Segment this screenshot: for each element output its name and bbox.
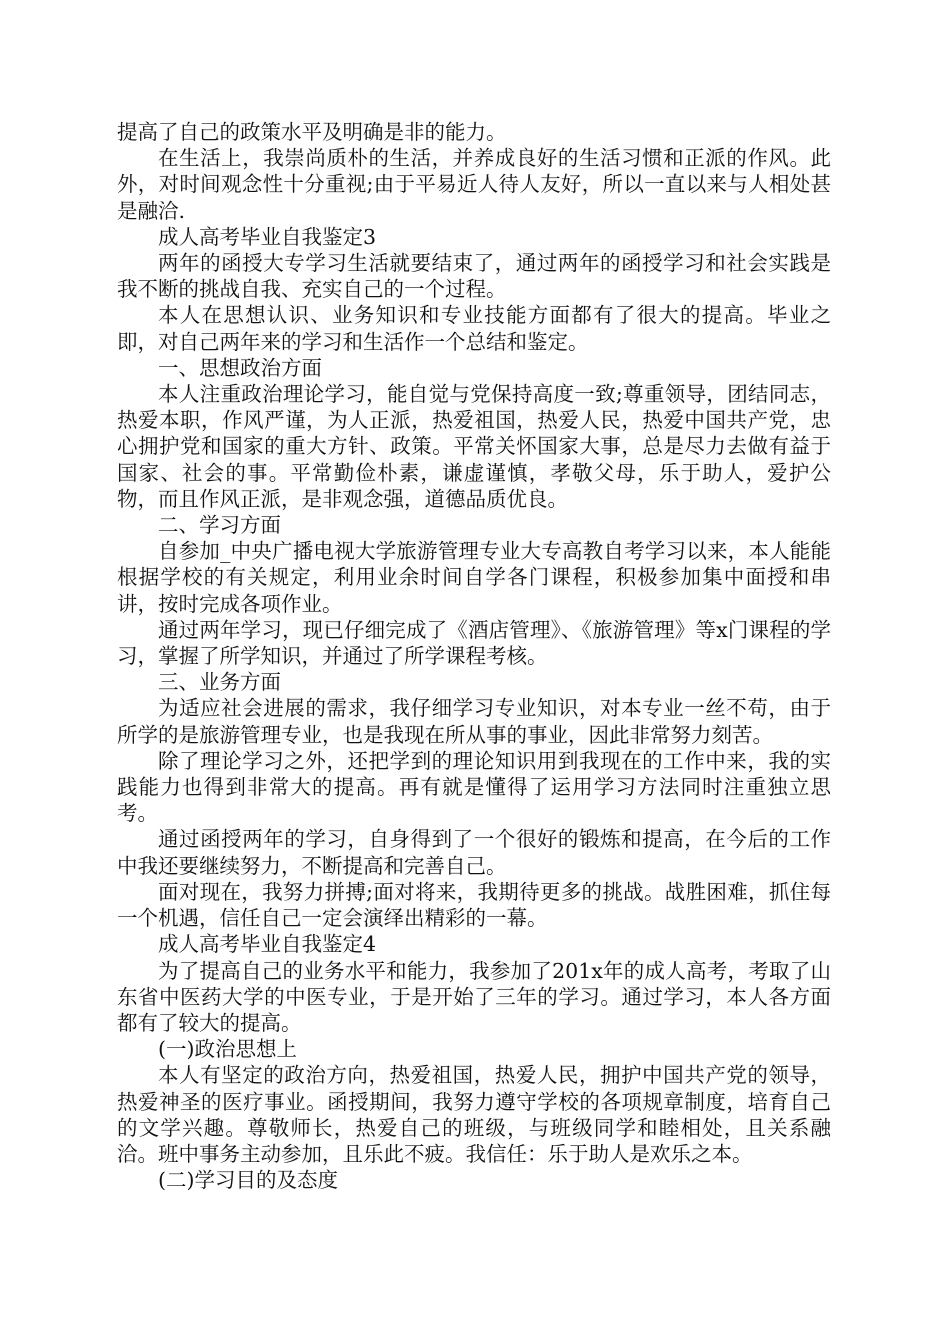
paragraph: (一)政治思想上	[158, 1037, 297, 1062]
paragraph: 提高了自己的政策水平及明确是非的能力。	[117, 120, 507, 144]
paragraph: 通过两年学习，现已仔细完成了《酒店管理》、《旅游管理》等x门课程的学习，掌握了所学知识，并通过了所学课程考核。	[117, 617, 831, 669]
paragraph: 本人有坚定的政治方向，热爱祖国，热爱人民，拥护中国共产党的领导，热爱神圣的医疗事业。函授期间，我努力遵守学校的各项规章制度，培育自己的文学兴趣。尊敬师长，热爱自己的班级，与班级同学和睦相处，且关系融洽。班中事务主动参加，且乐此不疲。我信任：乐于助人是欢乐之本。	[117, 1063, 831, 1166]
paragraph: 通过函授两年的学习，自身得到了一个很好的锻炼和提高，在今后的工作中我还要继续努力，不断提高和完善自己。	[117, 827, 831, 878]
paragraph: 自参加_中央广播电视大学旅游管理专业大专高教自考学习以来，本人能能根据学校的有关规定，利用业余时间自学各门课程，积极参加集中面授和串讲，按时完成各项作业。	[117, 539, 831, 616]
paragraph: 在生活上，我崇尚质朴的生活，并养成良好的生活习惯和正派的作风。此外，对时间观念性十分重视;由于平易近人待人友好，所以一直以来与人相处甚是融洽.	[117, 146, 831, 223]
paragraph: 为了提高自己的业务水平和能力，我参加了201x年的成人高考，考取了山东省中医药大学的中医专业，于是开始了三年的学习。通过学习，本人各方面都有了较大的提高。	[117, 958, 831, 1035]
paragraph: 为适应社会进展的需求，我仔细学习专业知识，对本专业一丝不苟，由于所学的是旅游管理专业，也是我现在所从事的事业，因此非常努力刻苦。	[117, 696, 831, 747]
paragraph: 三、业务方面	[158, 670, 281, 695]
paragraph: 一、思想政治方面	[158, 355, 322, 380]
paragraph: 本人在思想认识、业务知识和专业技能方面都有了很大的提高。毕业之即，对自己两年来的学习和生活作一个总结和鉴定。	[117, 303, 831, 354]
document-body	[117, 119, 831, 1193]
paragraph: 面对现在，我努力拼搏;面对将来，我期待更多的挑战。战胜困难，抓住每一个机遇，信任自己一定会演绎出精彩的一幕。	[117, 879, 831, 931]
paragraph: 成人高考毕业自我鉴定3	[158, 224, 377, 249]
paragraph: 本人注重政治理论学习，能自觉与党保持高度一致;尊重领导，团结同志，热爱本职，作风严谨，为人正派，热爱祖国，热爱人民，热爱中国共产党，忠心拥护党和国家的重大方针、政策。平常关怀国家大事，总是尽力去做有益于国家、社会的事。平常勤俭朴素，谦虚谨慎，孝敬父母，乐于助人，爱护公物，而且作风正派，是非观念强，道德品质优良。	[117, 382, 831, 511]
paragraph: 成人高考毕业自我鉴定4	[158, 932, 377, 957]
paragraph: (二)学习目的及态度	[158, 1168, 338, 1193]
paragraph: 二、学习方面	[158, 513, 281, 538]
paragraph: 两年的函授大专学习生活就要结束了，通过两年的函授学习和社会实践是我不断的挑战自我、充实自己的一个过程。	[117, 251, 831, 302]
paragraph: 除了理论学习之外，还把学到的理论知识用到我现在的工作中来，我的实践能力也得到非常大的提高。再有就是懂得了运用学习方法同时注重独立思考。	[117, 748, 831, 826]
